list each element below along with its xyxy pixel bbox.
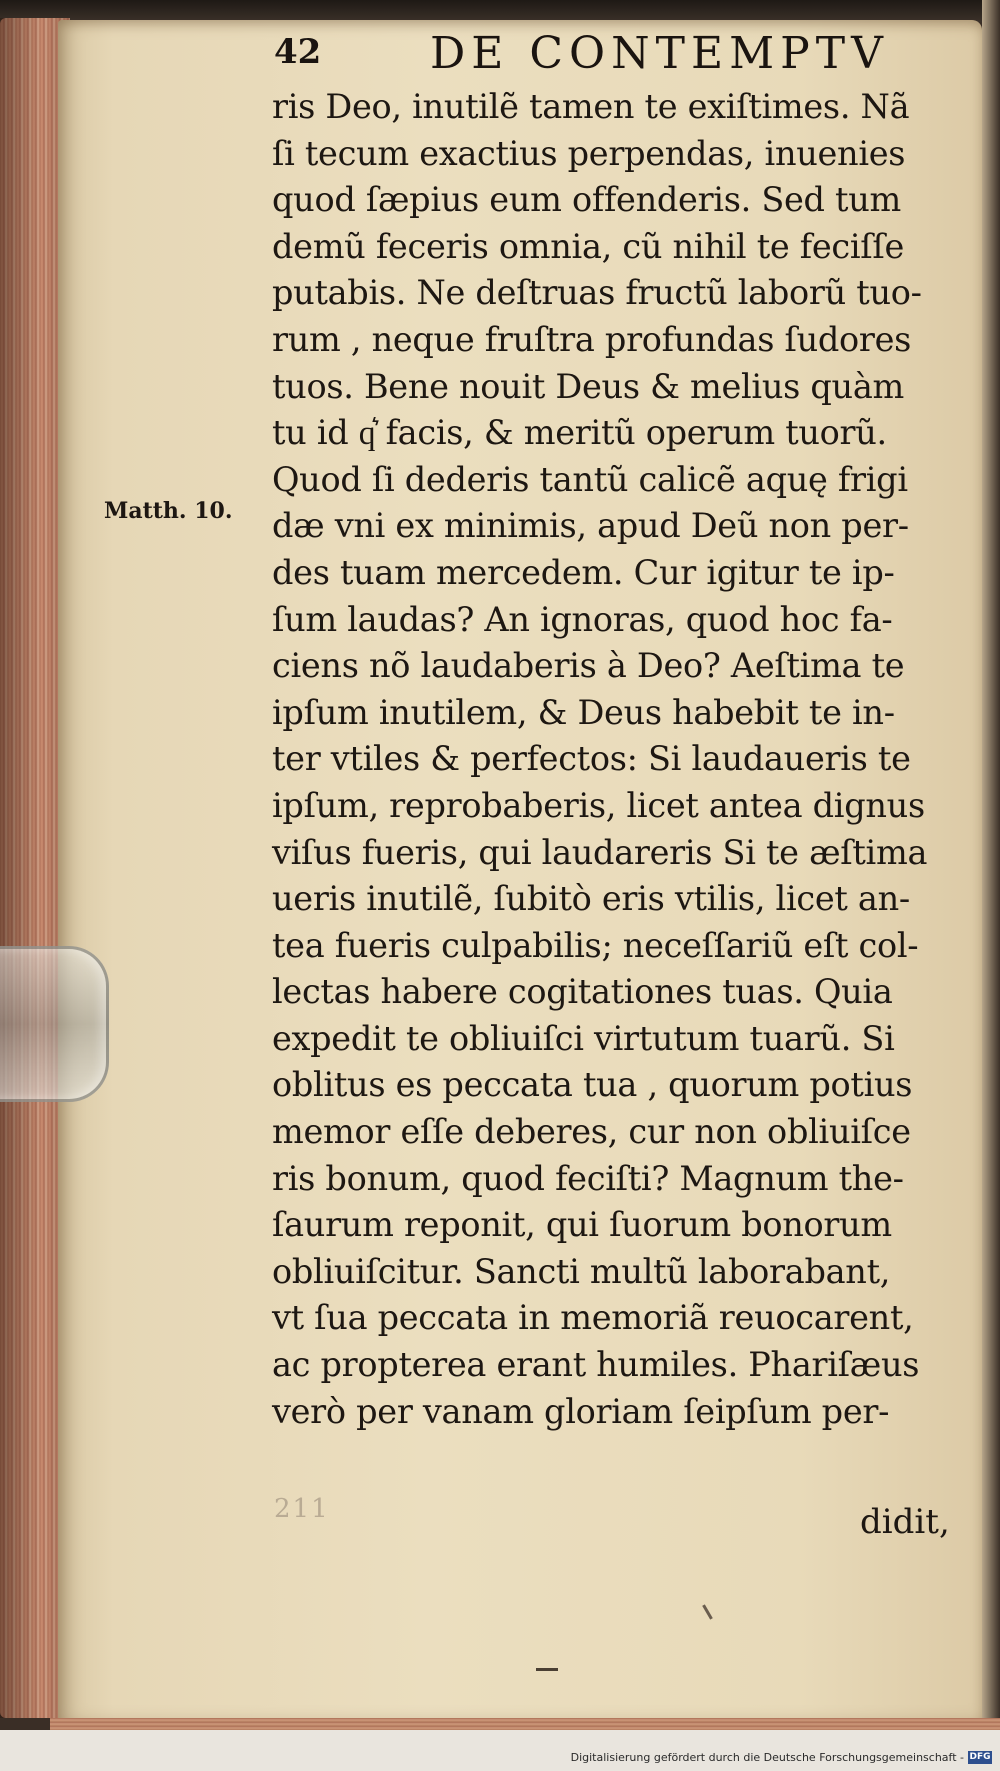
catchword: didit, (860, 1502, 950, 1542)
text-line: tea fueris culpabilis; neceſſariũ eſt col- (272, 925, 919, 966)
credit-text: Digitalisierung gefördert durch die Deutsche Forschungsgemeinschaft - (570, 1751, 964, 1764)
text-line: putabis. Ne deſtruas fructũ laborũ tuo- (272, 273, 922, 314)
text-line: ueris inutilẽ, ſubitò eris vtilis, licet an- (272, 879, 910, 920)
text-line: des tuam mercedem. Cur igitur te ip- (272, 552, 895, 593)
text-line: expedit te obliuiſci virtutum tuarũ. Si (272, 1018, 895, 1059)
text-line: quod ſæpius eum offenderis. Sed tum (272, 180, 902, 221)
marginal-note: Matth. 10. (104, 498, 233, 524)
page-bottom-edges (50, 1718, 1000, 1730)
text-line: obliuiſcitur. Sancti multũ laborabant, (272, 1251, 891, 1292)
dfg-logo: DFG (969, 1752, 991, 1762)
text-line: ciens nõ laudaberis à Deo? Aeſtima te (272, 646, 905, 687)
text-line: ſaurum reponit, qui ſuorum bonorum (272, 1205, 892, 1246)
text-line: ſi tecum exactius perpendas, inuenies (272, 133, 906, 174)
text-line: ipſum, reprobaberis, licet antea dignus (272, 785, 925, 826)
text-line: ac propterea erant humiles. Phariſæus (272, 1345, 920, 1386)
digitization-credit (571, 1751, 992, 1764)
text-line: memor eſſe deberes, cur non obliuiſce (272, 1112, 911, 1153)
text-line: demũ feceris omnia, cũ nihil te feciſſe (272, 226, 905, 267)
page-clip (0, 946, 109, 1102)
text-line: dæ vni ex minimis, apud Deũ non per- (272, 506, 909, 547)
dash-mark (536, 1668, 558, 1671)
text-line: ris Deo, inutilẽ tamen te exiſtimes. Nã (272, 87, 910, 127)
text-line: lectas habere cogitationes tuas. Quia (272, 972, 893, 1013)
text-line: ipſum inutilem, & Deus habebit te in- (272, 692, 895, 733)
scan-backdrop-right (982, 0, 1000, 1771)
text-line: tu id q͛ facis, & meritũ operum tuorũ. (272, 413, 887, 454)
signature-mark: 211 (274, 1494, 330, 1524)
text-line: vt ſua peccata in memoriã reuocarent, (272, 1298, 914, 1339)
body-text (272, 84, 972, 1435)
page-number: 42 (274, 32, 322, 72)
text-line: ſum laudas? An ignoras, quod hoc fa- (272, 599, 893, 640)
text-line: verò per vanam gloriam ſeipſum per- (272, 1391, 890, 1432)
text-line: viſus fueris, qui laudareris Si te æſtima (272, 832, 928, 873)
text-line: oblitus es peccata tua , quorum potius (272, 1065, 913, 1106)
scan-backdrop-top (0, 0, 1000, 22)
text-line: Quod ſi dederis tantũ calicẽ aquę frigi (272, 459, 908, 500)
text-line: tuos. Bene nouit Deus & melius quàm (272, 366, 905, 407)
text-line: ris bonum, quod feciſti? Magnum the- (272, 1158, 904, 1199)
text-line: ter vtiles & perfectos: Si laudaueris te (272, 739, 911, 780)
text-line: rum , neque fruſtra profundas ſudores (272, 319, 912, 360)
running-head-title: DE CONTEMPTV (430, 28, 889, 79)
